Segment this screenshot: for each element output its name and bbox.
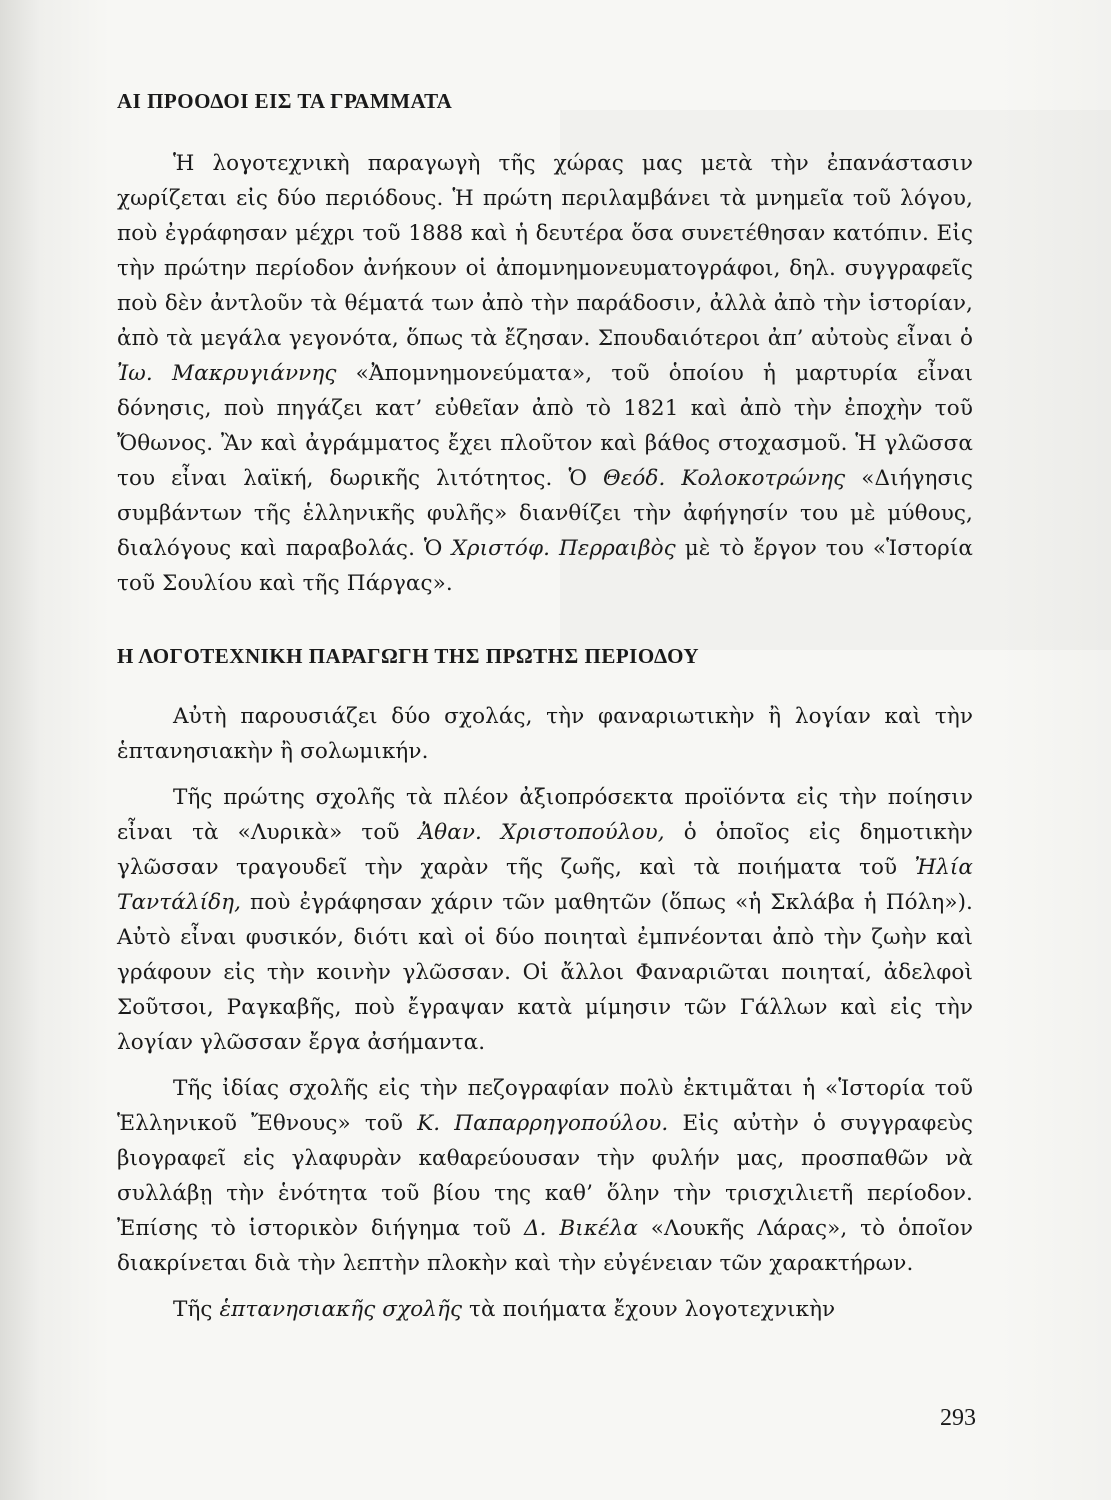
author-vikelas: Δ. Βικέλα bbox=[523, 1216, 638, 1241]
author-paparrigopoulos: Κ. Παπαρρηγοπούλου. bbox=[417, 1111, 669, 1136]
section-title-first-period: Η ΛΟΓΟΤΕΧΝΙΚΗ ΠΑΡΑΓΩΓΗ ΤΗΣ ΠΡΩΤΗΣ ΠΕΡΙΟΔΟΥ bbox=[117, 644, 700, 668]
paragraph-phanariot-poetry: Τῆς πρώτης σχολῆς τὰ πλέον ἀξιοπρόσεκτα προϊόντα εἰς τὴν ποίησιν εἶναι τὰ «Λυρικὰ» τοῦ Ἀθαν. Χριστοπούλου, ὁ ὁποῖος εἰς δημοτικὴν γλῶσσαν τραγουδεῖ τὴν χαρὰν τῆς ζωῆς, καὶ τὰ ποιήματα τοῦ Ἠλία Ταντάλίδη, ποὺ ἐγράφησαν χάριν τῶν μαθητῶν (ὅπως «ἡ Σκλάβα ἡ Πόλη»). Αὐτὸ εἶναι φυσικόν, διότι καὶ οἱ δύο ποιηταὶ ἐμπνέονται ἀπὸ τὴν ζωὴν καὶ γράφουν εἰς τὴν κοινὴν γλῶσσαν. Οἱ ἄλλοι Φαναριῶται ποιηταί, ἀδελφοὶ Σοῦτσοι, Ραγκαβῆς, ποὺ ἔγραψαν κατὰ μίμησιν τῶν Γάλλων καὶ εἰς τὴν λογίαν γλῶσσαν ἔργα ἀσήμαντα. bbox=[117, 785, 973, 1055]
author-makrygiannis: Ἰω. Μακρυγιάννης bbox=[117, 361, 337, 386]
heptanesian-school-term: ἑπτανησιακῆς σχολῆς bbox=[219, 1297, 463, 1322]
author-christopoulos: Ἀθαν. Χριστοπούλου, bbox=[418, 820, 665, 845]
author-kolokotronis: Θεόδ. Κολοκοτρώνης bbox=[603, 466, 846, 491]
section-title-progress-in-letters: ΑΙ ΠΡΟΟΔΟΙ ΕΙΣ ΤΑ ΓΡΑΜΜΑΤΑ bbox=[117, 89, 453, 113]
paragraph-phanariot-prose: Τῆς ἰδίας σχολῆς εἰς τὴν πεζογραφίαν πολὺ ἐκτιμᾶται ἡ «Ἱστορία τοῦ Ἑλληνικοῦ Ἔθνους» τοῦ Κ. Παπαρρηγοπούλου. Εἰς αὐτὴν ὁ συγγραφεὺς βιογραφεῖ εἰς γλαφυρὰν καθαρεύουσαν τὴν φυλήν μας, προσπαθῶν νὰ συλλάβῃ τὴν ἑνότητα τοῦ βίου της καθ’ ὅλην τὴν τρισχιλιετῆ περίοδον. Ἐπίσης τὸ ἱστορικὸν διήγημα τοῦ Δ. Βικέλα «Λουκῆς Λάρας», τὸ ὁποῖον διακρίνεται διὰ τὴν λεπτὴν πλοκὴν καὶ τὴν εὐγένειαν τῶν χαρακτήρων. bbox=[117, 1076, 974, 1276]
paragraph-memoirists: Ἡ λογοτεχνικὴ παραγωγὴ τῆς χώρας μας μετὰ τὴν ἐπανάστασιν χωρίζεται εἰς δύο περιόδους. Ἡ πρώτη περιλαμβάνει τὰ μνημεῖα τοῦ λόγου, ποὺ ἐγράφησαν μέχρι τοῦ 1888 καὶ ἡ δευτέρα ὅσα συνετέθησαν κατόπιν. Εἰς τὴν πρώτην περίοδον ἀνήκουν οἱ ἀπομνημονευματογράφοι, δηλ. συγγραφεῖς ποὺ δὲν ἀντλοῦν τὰ θέματά των ἀπὸ τὴν παράδοσιν, ἀλλὰ ἀπὸ τὴν ἱστορίαν, ἀπὸ τὰ μεγάλα γεγονότα, ὅπως τὰ ἔζησαν. Σπουδαιότεροι ἀπ’ αὐτοὺς εἶναι ὁ Ἰω. Μακρυγιάννης «Ἀπομνημονεύματα», τοῦ ὁποίου ἡ μαρτυρία εἶναι δόνησις, ποὺ πηγάζει κατ’ εὐθεῖαν ἀπὸ τὸ 1821 καὶ ἀπὸ τὴν ἐποχὴν τοῦ Ὄθωνος. Ἂν καὶ ἀγράμματος ἔχει πλοῦτον καὶ βάθος στοχασμοῦ. Ἡ γλῶσσα του εἶναι λαϊκή, δωρικῆς λιτότητος. Ὁ Θεόδ. Κολοκοτρώνης «Διήγησις συμβάντων τῆς ἑλληνικῆς φυλῆς» διανθίζει τὴν ἀφήγησίν του μὲ μύθους, διαλόγους καὶ παραβολάς. Ὁ Χριστόφ. Περραιβὸς μὲ τὸ ἔργον του «Ἱστορία τοῦ Σουλίου καὶ τῆς Πάργας». bbox=[117, 151, 973, 596]
author-tantalidis: Ἠλία Ταντάλίδη, bbox=[117, 855, 973, 915]
author-perraivos: Χριστόφ. Περραιβὸς bbox=[451, 536, 676, 561]
paragraph-two-schools: Αὐτὴ παρουσιάζει δύο σχολάς, τὴν φαναριωτικὴν ἢ λογίαν καὶ τὴν ἑπτανησιακὴν ἢ σολωμικήν. bbox=[117, 704, 973, 764]
page-number: 293 bbox=[940, 1405, 976, 1431]
paragraph-heptanesian-school: Τῆς ἑπτανησιακῆς σχολῆς τὰ ποιήματα ἔχουν λογοτεχνικὴν bbox=[173, 1297, 836, 1322]
page-content bbox=[117, 86, 973, 1327]
